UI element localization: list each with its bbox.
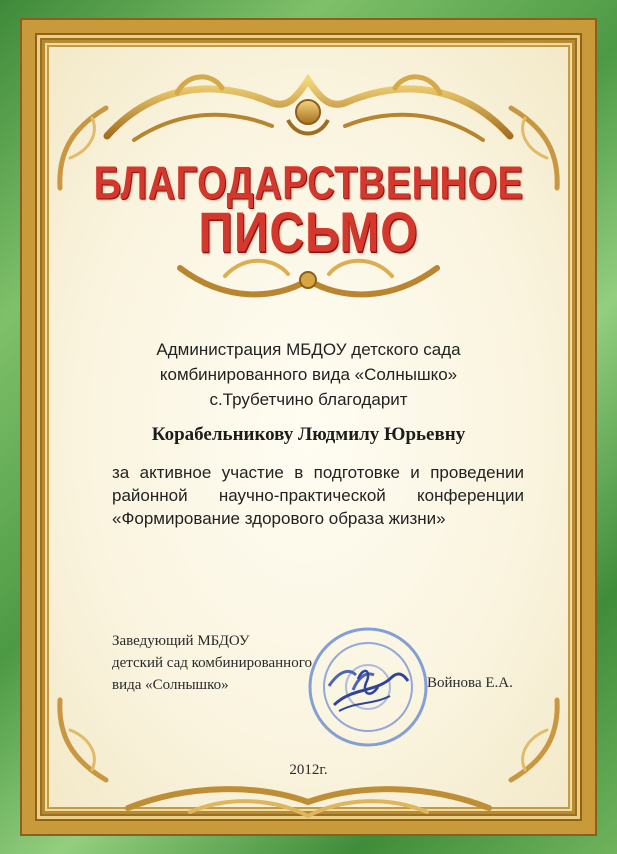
- issue-year: 2012г.: [289, 762, 328, 778]
- administration-line1: Администрация МБДОУ детского сада: [156, 340, 461, 359]
- signer-title-line2: детский сад комбинированного: [112, 655, 312, 671]
- administration-line2: комбинированного вида «Солнышко»: [159, 365, 458, 384]
- bottom-left-flourish-icon: [48, 690, 120, 800]
- signer-name: Войнова Е.А.: [427, 675, 513, 691]
- reason-paragraph: за активное участие в подготовке и проведении районной научно-практической конференции «Формирование здорового образа жизни»: [112, 463, 524, 528]
- certificate-title-line1: БЛАГОДАРСТВЕННОЕ: [93, 158, 524, 210]
- signature-block: [112, 630, 312, 696]
- recipient-name: Корабельникову Людмилу Юрьевну: [151, 424, 466, 445]
- administration-line3: с.Трубетчино благодарит: [209, 390, 408, 409]
- bottom-right-flourish-icon: [497, 690, 569, 800]
- official-stamp-icon: [304, 623, 432, 751]
- top-ornament: [92, 68, 525, 158]
- signer-title-line3: вида «Солнышко»: [112, 677, 229, 693]
- bottom-ornament: [118, 778, 499, 826]
- signer-title-line1: Заведующий МБДОУ: [112, 633, 250, 649]
- administration-block: [0, 337, 617, 412]
- certificate-title-line2: ПИСЬМО: [198, 202, 419, 265]
